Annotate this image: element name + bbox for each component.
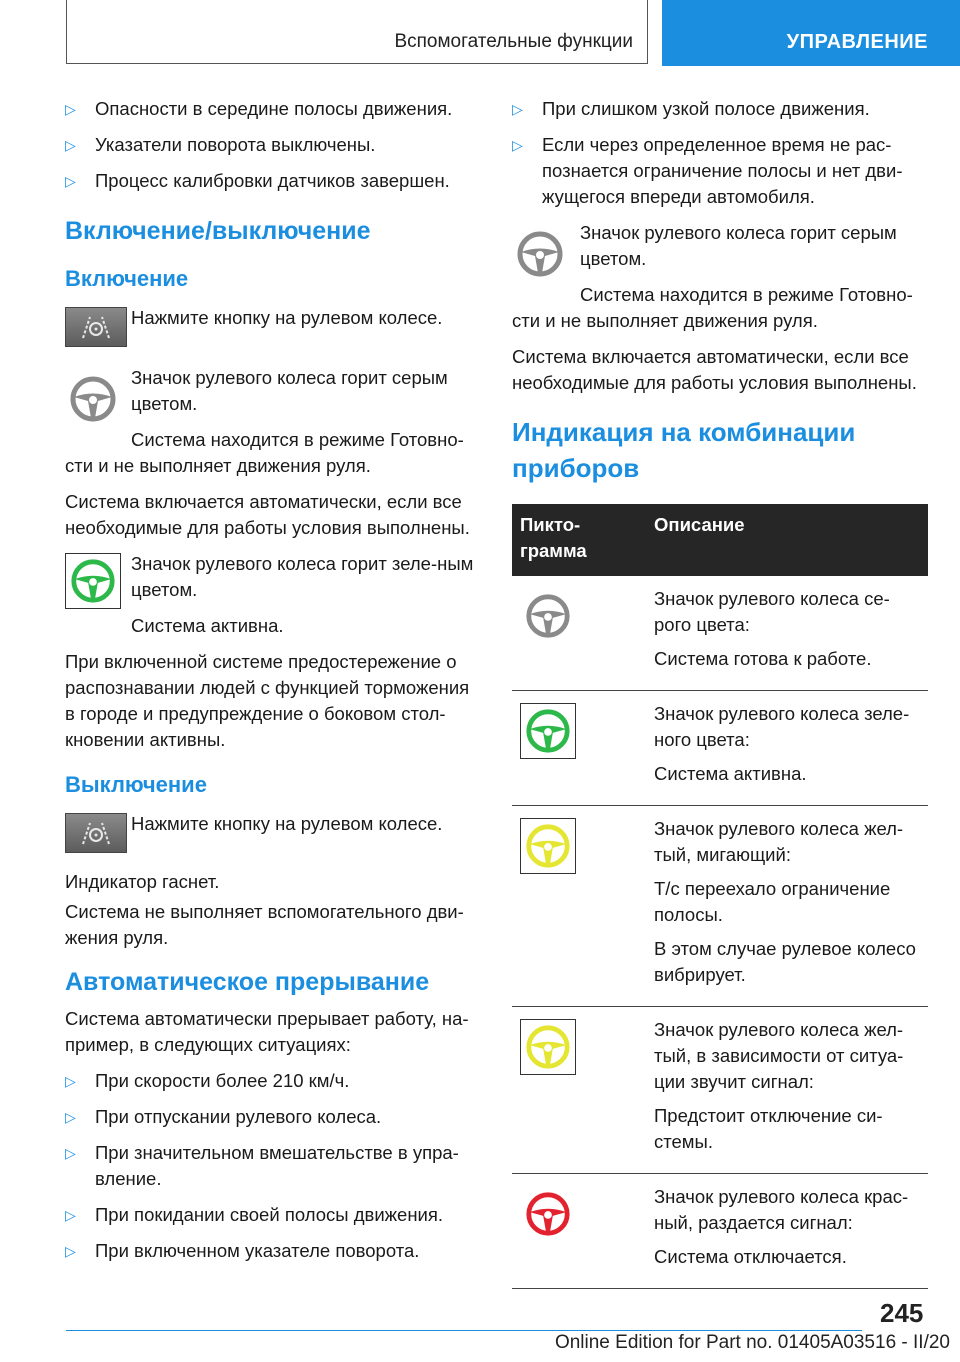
table-row <box>512 806 928 1007</box>
steering-wheel-grey-icon <box>65 371 121 427</box>
table-row <box>512 1007 928 1174</box>
steering-wheel-yellow-icon <box>520 1019 576 1075</box>
description-line: Т/с переехало ограничение полосы. <box>654 878 891 925</box>
heading-auto-interrupt: Автоматическое прерывание <box>65 968 430 996</box>
triangle-bullet-icon: ▷ <box>65 101 76 117</box>
no-assist-text: Система не выполняет вспомогательного дви-жения руля. <box>65 901 464 948</box>
indicator-legend-table <box>512 504 928 1289</box>
on-press-text: Нажмите кнопку на рулевом колесе. <box>131 307 443 328</box>
heading-on-off: Включение/выключение <box>65 217 371 245</box>
page-header <box>0 0 960 66</box>
description-cell <box>646 1174 928 1289</box>
description-cell <box>646 806 928 1007</box>
description-line: Система готова к работе. <box>654 648 872 669</box>
list-item: ▷ При отпускании рулевого колеса. <box>65 1104 477 1130</box>
heading-on: Включение <box>65 266 189 291</box>
right-bullet-list <box>512 96 928 210</box>
grey-wheel-block <box>65 365 477 479</box>
triangle-bullet-icon: ▷ <box>512 101 523 117</box>
list-item: ▷ При покидании своей полосы движения. <box>65 1202 477 1228</box>
description-line: Значок рулевого колеса жел-тый, мигающий: <box>654 818 904 865</box>
steering-assist-button-icon <box>65 307 127 347</box>
standby-text: Система находится в режиме Готовно-сти и не выполняет движения руля. <box>512 284 913 331</box>
description-line: Предстоит отключение си-стемы. <box>654 1105 883 1152</box>
pictogram-cell <box>512 576 646 691</box>
indicator-off-text: Индикатор гаснет. <box>65 871 220 892</box>
steering-wheel-green-icon <box>65 553 121 609</box>
grey-icon-text: Значок рулевого колеса горит серым цветом. <box>580 222 897 269</box>
steering-assist-button-icon <box>65 813 127 853</box>
pictogram-cell <box>512 806 646 1007</box>
description-cell <box>646 1007 928 1174</box>
description-line: В этом случае рулевое колесо вибрирует. <box>654 938 916 985</box>
list-item: ▷ Процесс калибровки датчиков завершен. <box>65 168 477 194</box>
interrupt-text: Система автоматически прерывает работу, на-пример, в следующих ситуациях: <box>65 1008 469 1055</box>
edition-text: Online Edition for Part no. 01405A03516 - II/20 <box>554 1332 950 1353</box>
pictogram-cell <box>512 1174 646 1289</box>
description-line: Система отключается. <box>654 1246 847 1267</box>
list-item: ▷ При слишком узкой полосе движения. <box>512 96 928 122</box>
steering-wheel-grey-icon <box>512 226 568 282</box>
description-cell <box>646 691 928 806</box>
triangle-bullet-icon: ▷ <box>65 1207 76 1223</box>
description-line: Значок рулевого колеса жел-тый, в зависимости от ситуа-ции звучит сигнал: <box>654 1019 904 1092</box>
list-item: ▷ При скорости более 210 км/ч. <box>65 1068 477 1094</box>
list-item: ▷ Если через определенное время не рас-познается ограничение полосы и нет дви-жущегося впереди автомобиля. <box>512 134 903 207</box>
steering-wheel-grey-icon <box>520 588 576 644</box>
description-line: Значок рулевого колеса се-рого цвета: <box>654 588 890 635</box>
pictogram-cell <box>512 691 646 806</box>
triangle-bullet-icon: ▷ <box>65 1073 76 1089</box>
table-row <box>512 691 928 806</box>
description-line: Система активна. <box>654 763 807 784</box>
grey-icon-text: Значок рулевого колеса горит серым цветом. <box>131 367 448 414</box>
footer-divider <box>66 1330 862 1331</box>
warning-text: При включенной системе предостережение о распознавании людей с функцией торможения в городе и предупреждение о боковом стол-кновении активны. <box>65 651 470 750</box>
triangle-bullet-icon: ▷ <box>65 1145 76 1161</box>
left-column <box>65 96 477 1274</box>
triangle-bullet-icon: ▷ <box>65 173 76 189</box>
description-line: Значок рулевого колеса крас-ный, раздается сигнал: <box>654 1186 909 1233</box>
table-row <box>512 1174 928 1289</box>
press-button-block <box>65 305 477 349</box>
green-icon-text: Значок рулевого колеса горит зеле-ным цветом. <box>131 553 474 600</box>
page-number: 245 <box>880 1298 924 1328</box>
triangle-bullet-icon: ▷ <box>65 1109 76 1125</box>
description-cell <box>646 576 928 691</box>
grey-wheel-block-right <box>512 220 928 334</box>
pictogram-cell <box>512 1007 646 1174</box>
table-row <box>512 576 928 691</box>
off-press-text: Нажмите кнопку на рулевом колесе. <box>131 813 443 834</box>
steering-wheel-red-icon <box>520 1186 576 1242</box>
steering-wheel-green-icon <box>520 703 576 759</box>
interrupt-bullet-list <box>65 1068 477 1264</box>
list-item: ▷ При включенном указателе поворота. <box>65 1238 477 1264</box>
active-text: Система активна. <box>131 615 284 636</box>
triangle-bullet-icon: ▷ <box>65 137 76 153</box>
section-title: Вспомогательные функции <box>66 0 648 64</box>
green-wheel-block <box>65 551 477 639</box>
right-column <box>512 96 928 1289</box>
heading-off: Выключение <box>65 772 207 797</box>
triangle-bullet-icon: ▷ <box>512 137 523 153</box>
auto-on-text: Система включается автоматически, если все необходимые для работы условия выполнены. <box>65 491 470 538</box>
list-item: ▷ При значительном вмешательстве в упра-вление. <box>65 1142 459 1189</box>
triangle-bullet-icon: ▷ <box>65 1243 76 1259</box>
steering-wheel-yellow-icon <box>520 818 576 874</box>
column-header-pictogram: Пикто-грамма <box>512 504 646 576</box>
column-header-description: Описание <box>646 504 928 576</box>
list-item: ▷ Опасности в середине полосы движения. <box>65 96 477 122</box>
list-item: ▷ Указатели поворота выключены. <box>65 132 477 158</box>
press-button-block-off <box>65 811 477 855</box>
auto-on-text: Система включается автоматически, если все необходимые для работы условия выполнены. <box>512 346 917 393</box>
table-header-row <box>512 504 928 576</box>
standby-text: Система находится в режиме Готовно-сти и не выполняет движения руля. <box>65 429 464 476</box>
description-line: Значок рулевого колеса зеле-ного цвета: <box>654 703 910 750</box>
chapter-title: УПРАВЛЕНИЕ <box>662 0 960 66</box>
intro-bullet-list <box>65 96 477 194</box>
heading-instrument-cluster: Индикация на комбинации приборов <box>512 417 856 483</box>
